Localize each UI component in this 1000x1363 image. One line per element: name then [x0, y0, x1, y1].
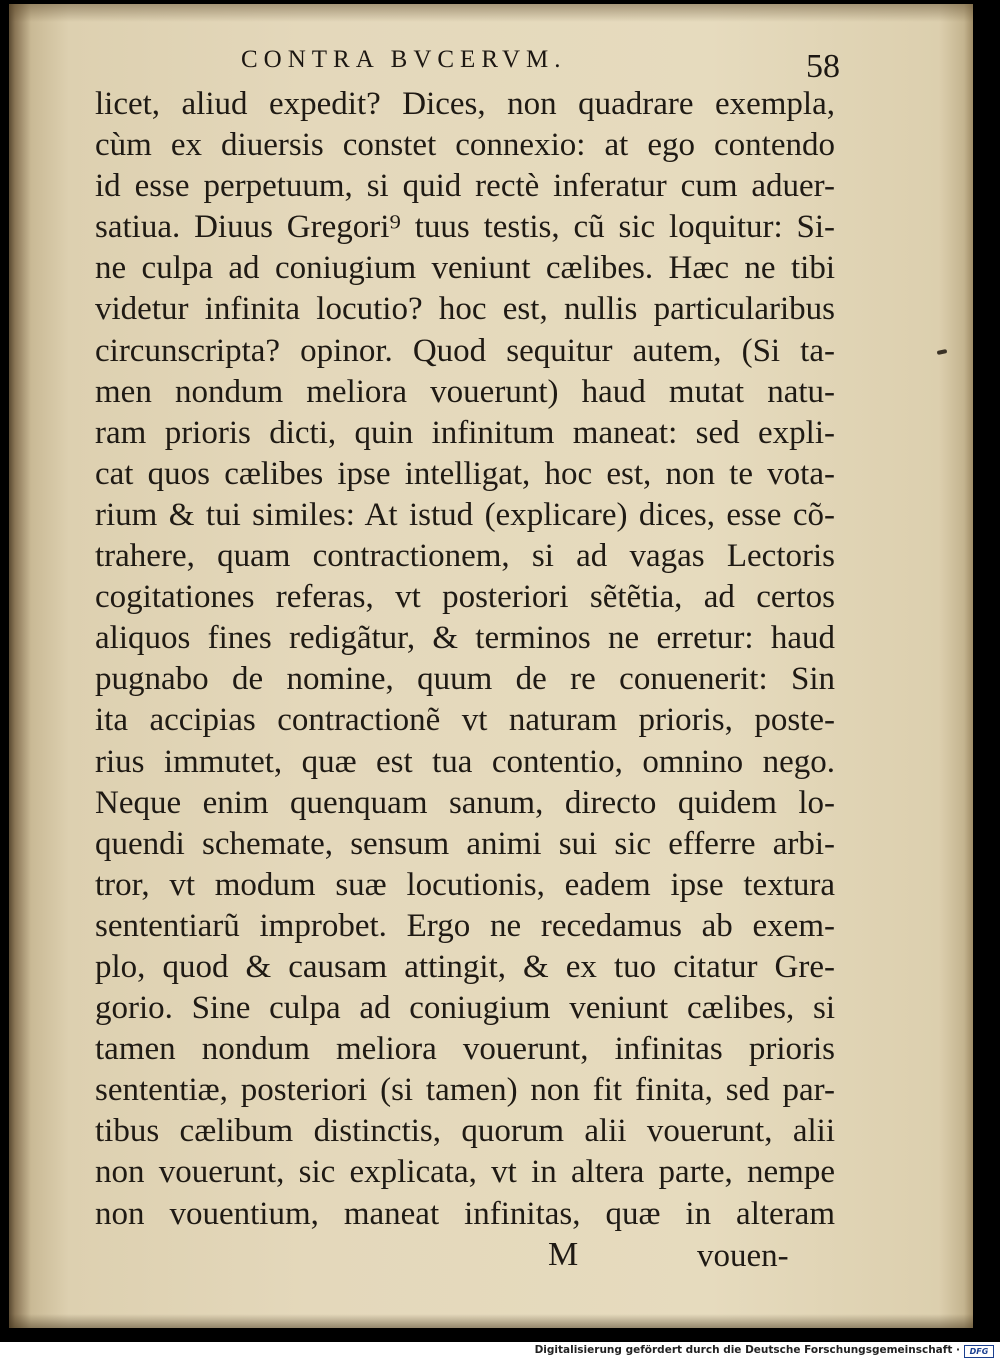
catchword: vouen- [697, 1238, 789, 1274]
book-page [9, 4, 973, 1328]
funding-footer [0, 1342, 1000, 1363]
running-head: CONTRA BVCERVM. [241, 46, 567, 73]
text-line: rius immutet, quæ est tua contentio, omnino nego. [95, 743, 835, 780]
text-line: videtur infinita locutio? hoc est, nullis particularibus [95, 291, 835, 328]
footer-credit: Digitalisierung gefördert durch die Deutsche Forschungsgemeinschaft · [534, 1344, 960, 1356]
text-line: plo, quod & causam attingit, & ex tuo citatur Gre- [95, 948, 835, 985]
text-line: ne culpa ad coniugium veniunt cælibes. Hæc ne tibi [95, 250, 835, 287]
text-line: non vouentium, maneat infinitas, quæ in alteram [95, 1195, 835, 1232]
page-number: 58 [806, 48, 840, 85]
signature-mark: M [548, 1236, 579, 1273]
text-line: cat quos cælibes ipse intelligat, hoc est, non te vota- [95, 455, 835, 492]
text-line: sententiarũ improbet. Ergo ne recedamus ab exem- [95, 907, 835, 944]
text-line: aliquos fines redigãtur, & terminos ne erretur: haud [95, 620, 835, 657]
text-line: cùm ex diuersis constet connexio: at ego contendo [95, 127, 835, 164]
text-line: id esse perpetuum, si quid rectè inferatur cum aduer- [95, 168, 835, 205]
text-line: sententiæ, posteriori (si tamen) non fit finita, sed par- [95, 1072, 835, 1109]
text-line: tamen nondum meliora vouerunt, infinitas prioris [95, 1031, 835, 1068]
text-line: tibus cælibum distinctis, quorum alii vouerunt, alii [95, 1113, 835, 1150]
text-line: Neque enim quenquam sanum, directo quidem lo- [95, 784, 835, 821]
text-line: tror, vt modum suæ locutionis, eadem ipse textura [95, 866, 835, 903]
text-line: gorio. Sine culpa ad coniugium veniunt cælibes, si [95, 990, 835, 1027]
text-line: satiua. Diuus Gregori⁹ tuus testis, cũ sic loquitur: Si- [95, 209, 835, 246]
dfg-logo: DFG [964, 1345, 994, 1358]
text-line: ram prioris dicti, quin infinitum maneat: sed expli- [95, 414, 835, 451]
text-line: pugnabo de nomine, quum de re conuenerit: Sin [95, 661, 835, 698]
text-line: quendi schemate, sensum animi sui sic efferre arbi- [95, 825, 835, 862]
margin-ink-mark [937, 349, 948, 355]
body-text [95, 84, 835, 1235]
text-line: cogitationes referas, vt posteriori sẽtẽtia, ad certos [95, 579, 835, 616]
text-line: non vouerunt, sic explicata, vt in altera parte, nempe [95, 1154, 835, 1191]
text-line: ita accipias contractionẽ vt naturam prioris, poste- [95, 702, 835, 739]
text-line: rium & tui similes: At istud (explicare) dices, esse cõ- [95, 496, 835, 533]
text-line: licet, aliud expedit? Dices, non quadrare exempla, [95, 86, 835, 122]
text-line: men nondum meliora vouerunt) haud mutat natu- [95, 373, 835, 410]
text-line: circunscripta? opinor. Quod sequitur autem, (Si ta- [95, 332, 835, 369]
text-line: trahere, quam contractionem, si ad vagas Lectoris [95, 538, 835, 575]
